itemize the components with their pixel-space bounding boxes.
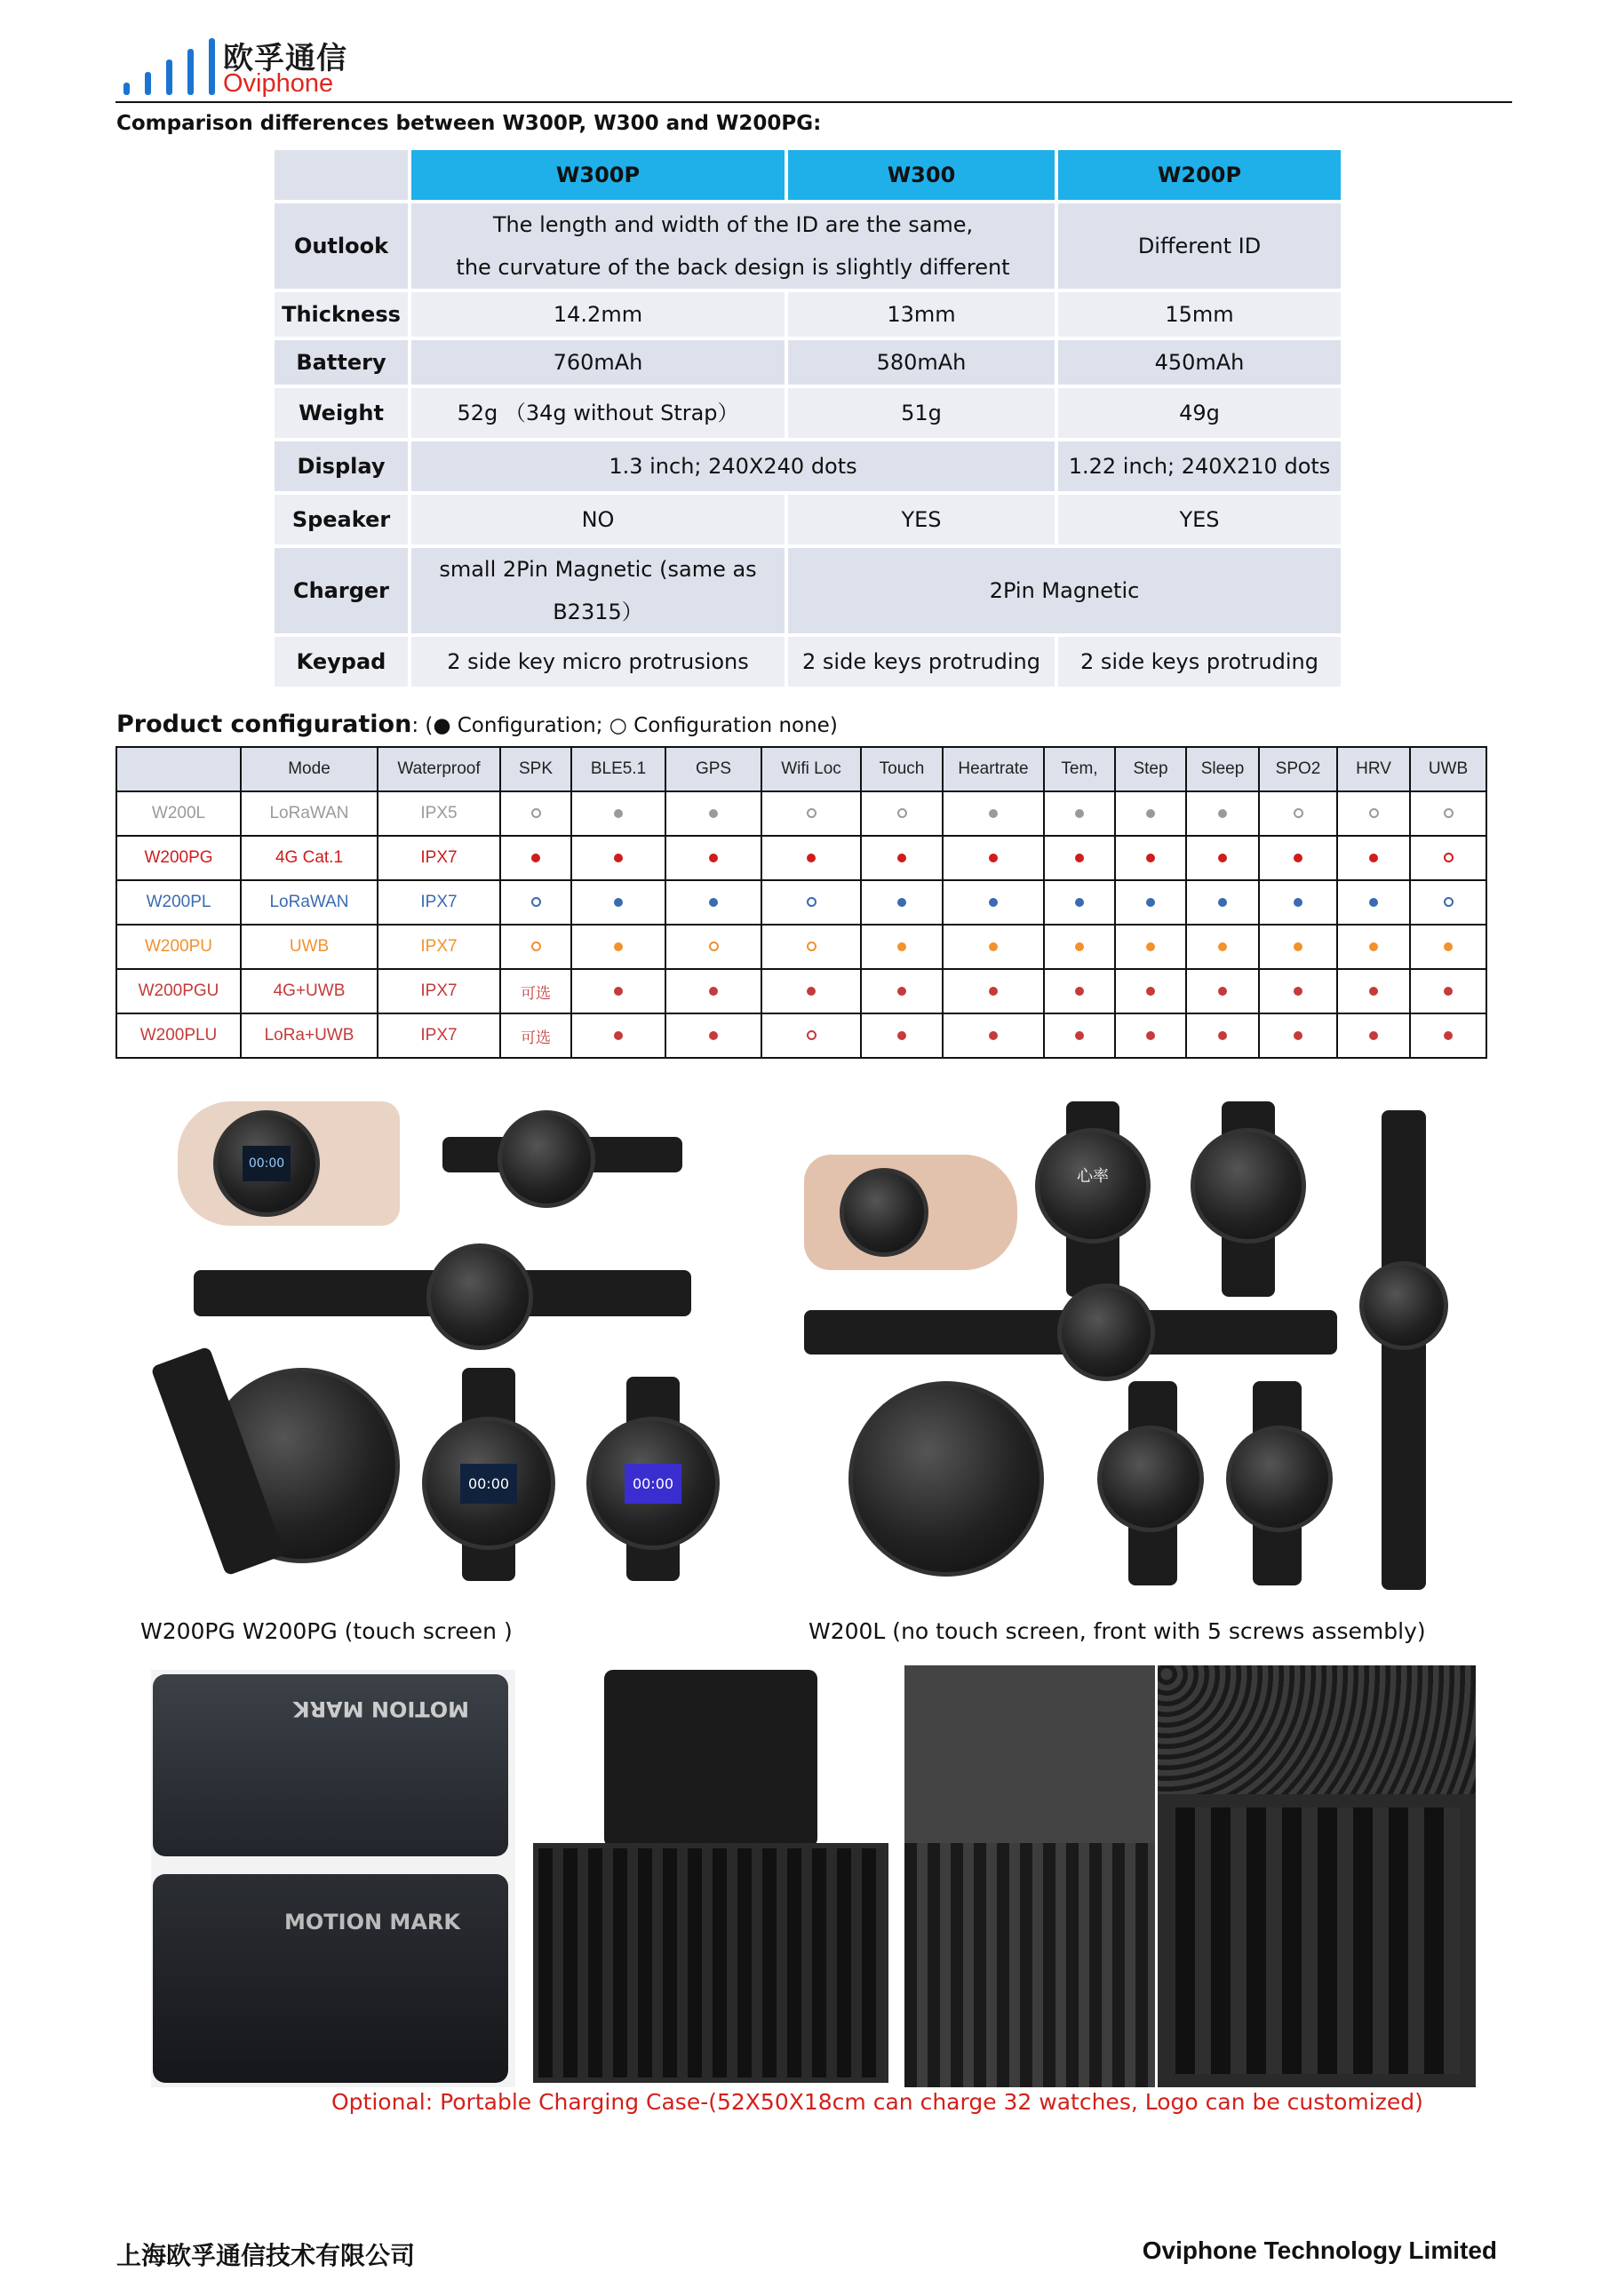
cell: [1259, 836, 1337, 880]
col-header: GPS: [665, 747, 761, 791]
cell: 450mAh: [1058, 340, 1341, 385]
case-tray-image: [533, 1843, 888, 2083]
configured-dot-icon: [531, 854, 540, 862]
configured-dot-icon: [1146, 942, 1155, 951]
cell: [571, 880, 665, 925]
configured-dot-icon: [897, 942, 906, 951]
row-label-battery: Battery: [275, 340, 408, 385]
configured-dot-icon: [614, 1031, 623, 1040]
watch-front-image: 00:00: [586, 1417, 720, 1550]
configured-dot-icon: [1218, 1031, 1227, 1040]
configured-dot-icon: [1075, 1031, 1084, 1040]
cell: [943, 880, 1044, 925]
not-configured-ring-icon: [1444, 808, 1454, 818]
configured-dot-icon: [1075, 898, 1084, 907]
watch-front-image: 00:00: [422, 1417, 555, 1550]
configured-dot-icon: [1444, 942, 1453, 951]
watch-front-image: [1057, 1283, 1155, 1381]
cell: [1337, 1013, 1410, 1058]
cell: 1.3 inch; 240X240 dots: [411, 441, 1055, 491]
cell: [1410, 880, 1486, 925]
row-label-display: Display: [275, 441, 408, 491]
case-body-image: [153, 1874, 508, 2083]
not-configured-ring-icon: [1444, 897, 1454, 907]
cell: [665, 836, 761, 880]
cell: 49g: [1058, 388, 1341, 438]
cell: [500, 836, 571, 880]
cell: [1410, 925, 1486, 969]
configured-dot-icon: [1146, 1031, 1155, 1040]
not-configured-ring-icon: [897, 808, 907, 818]
comparison-title: Comparison differences between W300P, W300 and W200PG:: [116, 112, 822, 135]
col-header: UWB: [1410, 747, 1486, 791]
cell: W200PGU: [116, 969, 241, 1013]
watch-image: 00:00: [213, 1110, 320, 1217]
row-label-keypad: Keypad: [275, 637, 408, 687]
charging-case-photo-4: [1158, 1665, 1476, 2087]
cell: LoRaWAN: [241, 791, 378, 836]
cell: 580mAh: [788, 340, 1055, 385]
col-header: Wifi Loc: [761, 747, 861, 791]
cell: [500, 880, 571, 925]
cell: [761, 791, 861, 836]
cell: IPX7: [378, 836, 500, 880]
table-row: [116, 880, 1486, 925]
cell: [1044, 969, 1115, 1013]
brand-name-en: Oviphone: [223, 69, 334, 98]
cell: [1186, 836, 1259, 880]
col-header: SPK: [500, 747, 571, 791]
configured-dot-icon: [989, 854, 998, 862]
configured-dot-icon: [897, 1031, 906, 1040]
cell: IPX7: [378, 925, 500, 969]
not-configured-ring-icon: [531, 941, 541, 951]
configured-dot-icon: [1146, 854, 1155, 862]
cell: W200PU: [116, 925, 241, 969]
cell: [1044, 1013, 1115, 1058]
cell: [1259, 969, 1337, 1013]
cell: [761, 880, 861, 925]
table-row: [275, 150, 1341, 200]
cell: [571, 925, 665, 969]
cell: [943, 925, 1044, 969]
cell: [1410, 1013, 1486, 1058]
cell: [861, 836, 943, 880]
cell: [1115, 880, 1186, 925]
configured-dot-icon: [807, 854, 816, 862]
cell: 2 side key micro protrusions: [411, 637, 785, 687]
cell: [1115, 1013, 1186, 1058]
col-header: Tem,: [1044, 747, 1115, 791]
not-configured-ring-icon: [1369, 808, 1379, 818]
not-configured-ring-icon: [807, 897, 816, 907]
configured-dot-icon: [1146, 809, 1155, 818]
brand-name-cn: 欧孚通信: [223, 41, 347, 76]
case-logo: MOTION MARK: [293, 1696, 469, 1721]
cell: [1337, 791, 1410, 836]
cell: [1044, 880, 1115, 925]
cell: 52g （34g without Strap）: [411, 388, 785, 438]
table-row: [275, 495, 1341, 544]
watch-strap-image: [1382, 1110, 1426, 1590]
watch-back-image: [1097, 1426, 1204, 1532]
cell: [943, 969, 1044, 1013]
table-row: [275, 388, 1341, 438]
cell: [571, 791, 665, 836]
cell: [761, 836, 861, 880]
not-configured-ring-icon: [1444, 853, 1454, 862]
configured-dot-icon: [897, 854, 906, 862]
cell: 1.22 inch; 240X210 dots: [1058, 441, 1341, 491]
cell: [1115, 969, 1186, 1013]
optional-caption: Optional: Portable Charging Case-(52X50X18cm can charge 32 watches, Logo can be customized): [331, 2089, 1423, 2115]
configured-dot-icon: [1369, 987, 1378, 996]
cell: [1337, 969, 1410, 1013]
cell: W200PLU: [116, 1013, 241, 1058]
cell: [761, 1013, 861, 1058]
cell: [761, 969, 861, 1013]
configured-dot-icon: [1146, 987, 1155, 996]
header-divider: [116, 101, 1512, 103]
configured-dot-icon: [709, 1031, 718, 1040]
configured-dot-icon: [614, 942, 623, 951]
table-row: [275, 203, 1341, 289]
cell: [1337, 880, 1410, 925]
configured-dot-icon: [1294, 1031, 1302, 1040]
case-tray-image: [904, 1843, 1155, 2087]
watch-front-image: [1191, 1128, 1306, 1243]
cell: [1410, 969, 1486, 1013]
row-label-thickness: Thickness: [275, 292, 408, 337]
cell: 760mAh: [411, 340, 785, 385]
caption-right: W200L (no touch screen, front with 5 screws assembly): [808, 1618, 1426, 1644]
cell: IPX7: [378, 969, 500, 1013]
table-header-row: [116, 747, 1486, 791]
configured-dot-icon: [807, 987, 816, 996]
cell: 15mm: [1058, 292, 1341, 337]
col-header: HRV: [1337, 747, 1410, 791]
cell: 2Pin Magnetic: [788, 548, 1341, 633]
table-row: [116, 1013, 1486, 1058]
configured-dot-icon: [1294, 987, 1302, 996]
case-logo: MOTION MARK: [284, 1910, 460, 1935]
cell: [861, 969, 943, 1013]
cell: 51g: [788, 388, 1055, 438]
configuration-title: Product configuration: (● Configuration; ○ Configuration none): [116, 711, 838, 738]
cell: [571, 969, 665, 1013]
cell: [1186, 969, 1259, 1013]
table-row: [275, 292, 1341, 337]
cell: 13mm: [788, 292, 1055, 337]
brand-logo: [118, 34, 367, 100]
cell: [665, 969, 761, 1013]
configured-dot-icon: [614, 987, 623, 996]
not-configured-ring-icon: [531, 808, 541, 818]
cell: YES: [788, 495, 1055, 544]
configuration-table: [116, 746, 1487, 1059]
watch-image: [840, 1168, 928, 1257]
cell: 可选: [500, 969, 571, 1013]
configured-dot-icon: [989, 1031, 998, 1040]
cell: [571, 836, 665, 880]
table-row: [116, 969, 1486, 1013]
col-header: Mode: [241, 747, 378, 791]
cell: 2 side keys protruding: [1058, 637, 1341, 687]
not-configured-ring-icon: [531, 897, 541, 907]
watch-front-image: [426, 1243, 533, 1350]
cell: YES: [1058, 495, 1341, 544]
cell: [1410, 836, 1486, 880]
col-header: [116, 747, 241, 791]
cell: IPX7: [378, 1013, 500, 1058]
cell: W200PL: [116, 880, 241, 925]
configured-dot-icon: [1294, 942, 1302, 951]
not-configured-ring-icon: [807, 1030, 816, 1040]
cell: 4G Cat.1: [241, 836, 378, 880]
cell: IPX7: [378, 880, 500, 925]
wrist-photo: [178, 1101, 400, 1226]
caption-left: W200PG W200PG (touch screen ): [140, 1618, 513, 1644]
not-configured-ring-icon: [709, 941, 719, 951]
footer-company-en: Oviphone Technology Limited: [1142, 2236, 1497, 2264]
comparison-table: [271, 147, 1344, 690]
case-lid-image: [604, 1670, 817, 1847]
cell: [1044, 791, 1115, 836]
configured-dot-icon: [1075, 942, 1084, 951]
configured-dot-icon: [989, 809, 998, 818]
cell: [1044, 836, 1115, 880]
cell: [1337, 836, 1410, 880]
cell: [1115, 836, 1186, 880]
configured-dot-icon: [1218, 987, 1227, 996]
configured-dot-icon: [709, 987, 718, 996]
row-label-charger: Charger: [275, 548, 408, 633]
configured-dot-icon: [1075, 854, 1084, 862]
watch-back-image: [498, 1110, 595, 1208]
cell: [761, 925, 861, 969]
cell: [943, 791, 1044, 836]
not-configured-ring-icon: [807, 941, 816, 951]
watch-back-image: [1226, 1426, 1333, 1532]
col-header-w200p: W200P: [1058, 150, 1341, 200]
table-row: [275, 548, 1341, 633]
cell: [943, 836, 1044, 880]
case-tray-image: [1175, 1807, 1460, 2074]
cell: [665, 925, 761, 969]
row-label-weight: Weight: [275, 388, 408, 438]
configured-dot-icon: [897, 987, 906, 996]
cell: [1410, 791, 1486, 836]
cell: [1115, 925, 1186, 969]
cell: [1259, 791, 1337, 836]
configured-dot-icon: [989, 942, 998, 951]
cell: IPX5: [378, 791, 500, 836]
col-header-w300: W300: [788, 150, 1055, 200]
configured-dot-icon: [1218, 854, 1227, 862]
cell: [1186, 880, 1259, 925]
wrist-photo: [804, 1155, 1017, 1270]
cell: W200L: [116, 791, 241, 836]
configured-dot-icon: [614, 854, 623, 862]
outlook-w200p: Different ID: [1058, 203, 1341, 289]
cell: [1259, 925, 1337, 969]
col-header: Heartrate: [943, 747, 1044, 791]
configured-dot-icon: [1218, 809, 1227, 818]
col-header: Step: [1115, 747, 1186, 791]
cell: 14.2mm: [411, 292, 785, 337]
footer-company-cn: 上海欧孚通信技术有限公司: [116, 2241, 416, 2270]
cell: [861, 925, 943, 969]
cell: [665, 880, 761, 925]
cell: [1186, 791, 1259, 836]
cell: W200PG: [116, 836, 241, 880]
configured-dot-icon: [1075, 987, 1084, 996]
configured-dot-icon: [1444, 1031, 1453, 1040]
cell: 2 side keys protruding: [788, 637, 1055, 687]
cell: LoRa+UWB: [241, 1013, 378, 1058]
watch-front-image: 心率: [1035, 1128, 1151, 1243]
charging-case-photo-3: [904, 1665, 1155, 2087]
cell: [861, 1013, 943, 1058]
col-header: Waterproof: [378, 747, 500, 791]
col-header: SPO2: [1259, 747, 1337, 791]
configured-dot-icon: [1218, 942, 1227, 951]
cell: [1259, 880, 1337, 925]
configured-dot-icon: [614, 809, 623, 818]
configured-dot-icon: [709, 854, 718, 862]
cell: [665, 791, 761, 836]
cell: [1186, 1013, 1259, 1058]
cell: [861, 791, 943, 836]
cell: [943, 1013, 1044, 1058]
configured-dot-icon: [709, 809, 718, 818]
configured-dot-icon: [1294, 854, 1302, 862]
configured-dot-icon: [1369, 854, 1378, 862]
configured-dot-icon: [709, 898, 718, 907]
not-configured-ring-icon: [1294, 808, 1303, 818]
cell: [1259, 1013, 1337, 1058]
row-label-speaker: Speaker: [275, 495, 408, 544]
table-row: [116, 836, 1486, 880]
not-configured-ring-icon: [807, 808, 816, 818]
cell: [1044, 925, 1115, 969]
charging-case-closed-photo: [151, 1670, 515, 2087]
table-row: [116, 791, 1486, 836]
watch-back-image: [1359, 1261, 1448, 1350]
cell: UWB: [241, 925, 378, 969]
cell: NO: [411, 495, 785, 544]
cell: [571, 1013, 665, 1058]
col-header: BLE5.1: [571, 747, 665, 791]
cell: [1186, 925, 1259, 969]
configured-dot-icon: [989, 987, 998, 996]
table-row: [275, 441, 1341, 491]
configured-dot-icon: [1294, 898, 1302, 907]
col-header: Touch: [861, 747, 943, 791]
cell: [665, 1013, 761, 1058]
charging-case-open-photo: [524, 1670, 897, 2087]
configured-dot-icon: [614, 898, 623, 907]
cell: LoRaWAN: [241, 880, 378, 925]
cell: [1115, 791, 1186, 836]
configured-dot-icon: [1075, 809, 1084, 818]
cell: [500, 791, 571, 836]
col-header: Sleep: [1186, 747, 1259, 791]
cell: 4G+UWB: [241, 969, 378, 1013]
table-row: [275, 637, 1341, 687]
configured-dot-icon: [1369, 1031, 1378, 1040]
configured-dot-icon: [989, 898, 998, 907]
cell: 可选: [500, 1013, 571, 1058]
charger-w300p: small 2Pin Magnetic (same as B2315）: [411, 548, 785, 633]
configured-dot-icon: [1369, 898, 1378, 907]
cell: [1337, 925, 1410, 969]
cell: [861, 880, 943, 925]
watch-side-image: [848, 1381, 1044, 1577]
configured-dot-icon: [1444, 987, 1453, 996]
outlook-shared: The length and width of the ID are the same, the curvature of the back design is slightly different: [411, 203, 1055, 289]
configured-dot-icon: [1146, 898, 1155, 907]
table-row: [275, 340, 1341, 385]
col-header-w300p: W300P: [411, 150, 785, 200]
table-row: [116, 925, 1486, 969]
configured-dot-icon: [897, 898, 906, 907]
configured-dot-icon: [1218, 898, 1227, 907]
row-label-outlook: Outlook: [275, 203, 408, 289]
cell: [500, 925, 571, 969]
configured-dot-icon: [1369, 942, 1378, 951]
